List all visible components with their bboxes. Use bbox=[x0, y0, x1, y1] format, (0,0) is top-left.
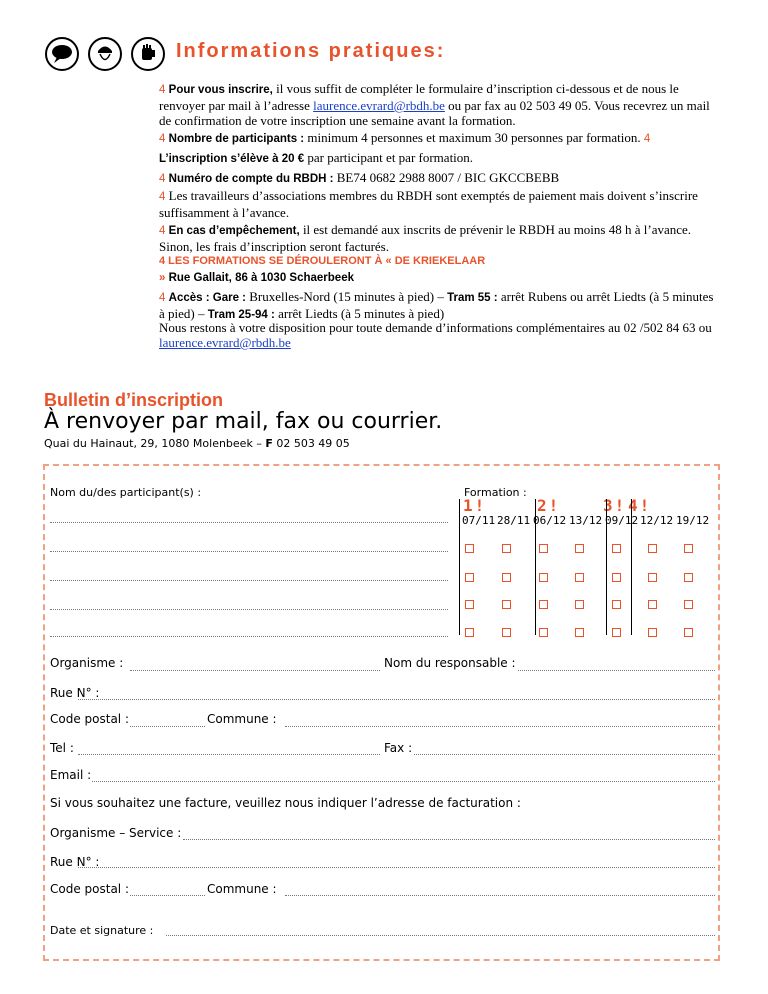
email-label: Email : bbox=[50, 768, 92, 782]
participant-line-5[interactable] bbox=[50, 636, 448, 637]
participant-line-3[interactable] bbox=[50, 580, 448, 581]
members-text: Les travailleurs d’associations membres du RBDH sont exemptés de paiement mais doivent s’inscrire suffisamment à l’avance. bbox=[159, 188, 698, 220]
session-checkbox[interactable] bbox=[575, 628, 584, 637]
bulletin-title: Bulletin d’inscription bbox=[44, 390, 223, 410]
header-icons bbox=[45, 37, 165, 71]
access-label: Accès : Gare : bbox=[168, 292, 247, 304]
session-checkbox[interactable] bbox=[502, 628, 511, 637]
session-checkbox[interactable] bbox=[539, 600, 548, 609]
date-3: 06/12 bbox=[533, 514, 567, 527]
tel-field[interactable] bbox=[78, 754, 380, 755]
inscription-text: il vous suffit de compléter le formulaire d’inscription ci-dessous et de nous le renvoyer par mail à l’adresse bbox=[159, 81, 679, 113]
info-paragraph-inscription bbox=[159, 81, 717, 128]
date-6: 12/12 bbox=[640, 514, 674, 527]
session-checkbox[interactable] bbox=[502, 544, 511, 553]
session-checkbox[interactable] bbox=[539, 544, 548, 553]
rue-2-label: Rue N° : bbox=[50, 855, 100, 869]
info-paragraph-contact bbox=[159, 320, 717, 350]
session-checkbox[interactable] bbox=[648, 573, 657, 582]
participant-line-2[interactable] bbox=[50, 551, 448, 552]
arrow-icon: 4 bbox=[159, 84, 166, 96]
session-checkbox[interactable] bbox=[575, 544, 584, 553]
tel-label: Tel : bbox=[50, 741, 74, 755]
session-checkbox[interactable] bbox=[465, 544, 474, 553]
tram-25-94-label: Tram 25-94 : bbox=[207, 309, 275, 321]
session-separator bbox=[459, 499, 460, 635]
formation-label: Formation : bbox=[464, 486, 527, 499]
email-field[interactable] bbox=[92, 781, 715, 782]
info-paragraph-cancellation bbox=[159, 222, 717, 254]
date-7: 19/12 bbox=[676, 514, 710, 527]
participant-line-1[interactable] bbox=[50, 522, 448, 523]
date-4: 13/12 bbox=[569, 514, 603, 527]
session-checkbox[interactable] bbox=[612, 544, 621, 553]
organisme-service-label: Organisme – Service : bbox=[50, 826, 182, 840]
bulletin-subtitle: À renvoyer par mail, fax ou courrier. bbox=[44, 409, 443, 434]
code-postal-2-label: Code postal : bbox=[50, 882, 129, 896]
commune-2-label: Commune : bbox=[207, 882, 277, 896]
session-checkbox[interactable] bbox=[575, 600, 584, 609]
code-postal-label: Code postal : bbox=[50, 712, 129, 726]
session-checkbox[interactable] bbox=[539, 573, 548, 582]
tram-25-94-text: arrêt Liedts (à 5 minutes à pied) bbox=[274, 306, 445, 321]
session-checkbox[interactable] bbox=[648, 544, 657, 553]
fax-letter: F bbox=[265, 437, 273, 450]
participant-line-4[interactable] bbox=[50, 609, 448, 610]
session-checkbox[interactable] bbox=[465, 600, 474, 609]
address-street: Quai du Hainaut, 29, 1080 Molenbeek – bbox=[44, 437, 266, 450]
speech-bubble-icon bbox=[45, 37, 79, 71]
tram-55-text: arrêt Rubens ou arrêt Liedts (à 5 minutes à pied) – bbox=[159, 289, 714, 321]
session-separator bbox=[535, 499, 536, 635]
fax-label: Fax : bbox=[384, 741, 413, 755]
rue-field[interactable] bbox=[78, 699, 715, 700]
price-text: par participant et par formation. bbox=[304, 150, 474, 165]
session-checkbox[interactable] bbox=[684, 628, 693, 637]
participants-label: Nom du/des participant(s) : bbox=[50, 486, 202, 499]
session-checkbox[interactable] bbox=[612, 628, 621, 637]
account-label: Numéro de compte du RBDH : bbox=[168, 173, 334, 185]
session-checkbox[interactable] bbox=[465, 573, 474, 582]
commune-label: Commune : bbox=[207, 712, 277, 726]
cancellation-text: il est demandé aux inscrits de prévenir le RBDH au moins 48 h à l’avance. Sinon, les frais d’inscription seront facturés. bbox=[159, 222, 692, 254]
session-number-3: 3! bbox=[603, 496, 627, 515]
session-checkbox[interactable] bbox=[502, 573, 511, 582]
session-number-1: 1! bbox=[463, 496, 487, 515]
bulletin-address bbox=[44, 437, 350, 450]
arrow-icon: 4 bbox=[159, 173, 166, 185]
price-label: L’inscription s’élève à 20 € bbox=[159, 153, 305, 165]
session-checkbox[interactable] bbox=[648, 628, 657, 637]
commune-field[interactable] bbox=[285, 726, 715, 727]
code-postal-2-field[interactable] bbox=[130, 895, 205, 896]
session-checkbox[interactable] bbox=[612, 600, 621, 609]
inscription-label: Pour vous inscrire, bbox=[168, 84, 273, 96]
account-text: BE74 0682 2988 8007 / BIC GKCCBEBB bbox=[333, 170, 560, 185]
info-paragraph-participants bbox=[159, 130, 717, 147]
registration-form bbox=[43, 464, 720, 961]
inscription-text-2: ou par fax au 02 503 49 05. Vous recevrez un mail de confirmation de votre inscription une semaine avant la formation. bbox=[159, 98, 710, 128]
organisme-field[interactable] bbox=[130, 670, 380, 671]
organisme-label: Organisme : bbox=[50, 656, 124, 670]
session-checkbox[interactable] bbox=[648, 600, 657, 609]
commune-2-field[interactable] bbox=[285, 895, 715, 896]
session-checkbox[interactable] bbox=[684, 544, 693, 553]
info-paragraph-price bbox=[159, 150, 717, 167]
rue-label: Rue N° : bbox=[50, 686, 100, 700]
arrow-icon: 4 bbox=[159, 225, 166, 237]
responsable-label: Nom du responsable : bbox=[384, 656, 516, 670]
date-1: 07/11 bbox=[462, 514, 496, 527]
arrow-icon: » bbox=[159, 272, 166, 284]
location-heading: 4 LES FORMATIONS SE DÉROULERONT À « DE KRIEKELAAR bbox=[159, 255, 486, 267]
arrow-icon: 4 bbox=[159, 191, 166, 203]
fax-field[interactable] bbox=[414, 754, 715, 755]
session-checkbox[interactable] bbox=[502, 600, 511, 609]
date-2: 28/11 bbox=[497, 514, 531, 527]
signature-label: Date et signature : bbox=[50, 924, 154, 937]
session-checkbox[interactable] bbox=[684, 600, 693, 609]
cancellation-label: En cas d’empêchement, bbox=[168, 225, 300, 237]
participants-text: minimum 4 personnes et maximum 30 personnes par formation. bbox=[304, 130, 641, 145]
participants-label: Nombre de participants : bbox=[168, 133, 305, 145]
arrow-icon: 4 bbox=[640, 133, 651, 145]
facture-text: Si vous souhaitez une facture, veuillez nous indiquer l’adresse de facturation : bbox=[50, 796, 521, 810]
hand-icon bbox=[131, 37, 165, 71]
access-text: Bruxelles-Nord (15 minutes à pied) – bbox=[246, 289, 448, 304]
head-icon bbox=[88, 37, 122, 71]
session-checkbox[interactable] bbox=[684, 573, 693, 582]
arrow-icon: 4 bbox=[159, 133, 166, 145]
session-checkbox[interactable] bbox=[465, 628, 474, 637]
session-number-4: 4! bbox=[628, 496, 652, 515]
arrow-icon: 4 bbox=[159, 292, 166, 304]
rue-2-field[interactable] bbox=[78, 867, 715, 868]
organisme-service-field[interactable] bbox=[183, 839, 715, 840]
address-text: Rue Gallait, 86 à 1030 Schaerbeek bbox=[165, 272, 354, 284]
session-separator bbox=[606, 499, 607, 635]
tram-55-label: Tram 55 : bbox=[447, 292, 498, 304]
signature-field[interactable] bbox=[166, 935, 715, 936]
info-paragraph-access bbox=[159, 289, 717, 323]
session-separator bbox=[631, 499, 632, 635]
contact-text: Nous restons à votre disposition pour toute demande d’informations complémentaires au 02 /502 84 63 ou bbox=[159, 320, 712, 335]
session-checkbox[interactable] bbox=[612, 573, 621, 582]
info-paragraph-address bbox=[159, 269, 717, 286]
code-postal-field[interactable] bbox=[130, 726, 205, 727]
info-paragraph-account bbox=[159, 170, 717, 187]
info-paragraph-members bbox=[159, 188, 717, 220]
date-5: 09/12 bbox=[605, 514, 639, 527]
session-checkbox[interactable] bbox=[539, 628, 548, 637]
info-title: Informations pratiques: bbox=[176, 40, 446, 62]
session-number-2: 2! bbox=[537, 496, 561, 515]
responsable-field[interactable] bbox=[518, 670, 715, 671]
fax-number: 02 503 49 05 bbox=[272, 437, 350, 450]
email-link-contact[interactable]: laurence.evrard@rbdh.be bbox=[159, 335, 291, 350]
email-link[interactable]: laurence.evrard@rbdh.be bbox=[313, 98, 445, 113]
session-checkbox[interactable] bbox=[575, 573, 584, 582]
